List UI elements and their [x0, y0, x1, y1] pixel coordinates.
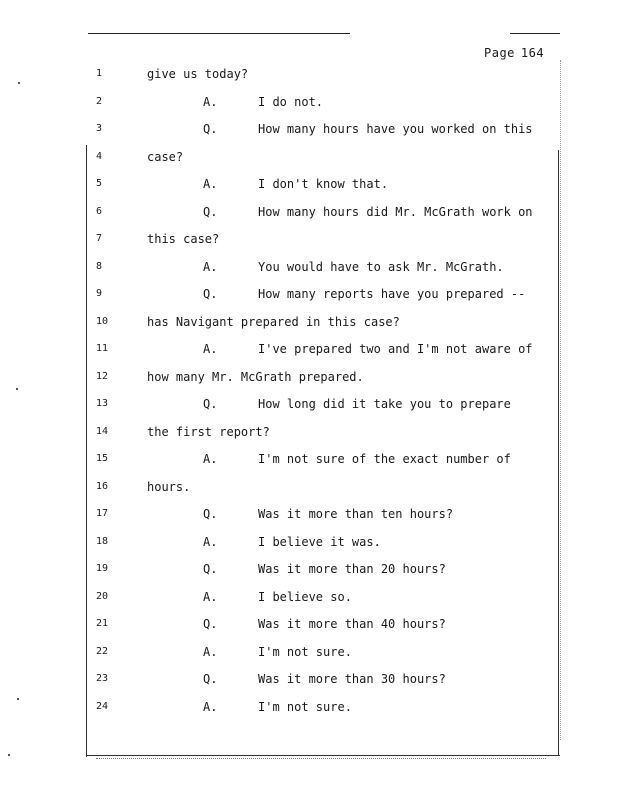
speaker-label: Q. — [203, 397, 218, 411]
transcript-line — [0, 147, 618, 167]
transcript-line — [0, 477, 618, 497]
line-number: 15 — [96, 453, 109, 464]
line-text: I do not. — [258, 94, 324, 109]
speaker-label: A. — [203, 259, 218, 274]
transcript-line — [0, 202, 618, 222]
line-number: 10 — [96, 315, 109, 327]
speaker-label: A. — [203, 589, 218, 604]
transcript-line — [0, 257, 618, 277]
line-text: has Navigant prepared in this case? — [147, 314, 400, 329]
scan-speck — [8, 754, 10, 756]
line-text: I'm not sure. — [258, 644, 352, 659]
transcript-line — [0, 697, 618, 717]
line-text: I've prepared two and I'm not aware of — [258, 342, 533, 356]
line-number: 13 — [96, 398, 109, 409]
transcript-line — [0, 669, 618, 689]
line-text: Was it more than 20 hours? — [258, 562, 446, 576]
speaker-label: Q. — [203, 507, 218, 521]
line-text: this case? — [147, 232, 220, 246]
line-number: 12 — [96, 370, 109, 382]
speaker-label: A. — [203, 94, 218, 109]
line-number: 4 — [96, 150, 103, 162]
line-text: How long did it take you to prepare — [258, 397, 511, 411]
line-number: 8 — [96, 260, 103, 272]
line-text: I don't know that. — [258, 177, 389, 191]
speaker-label: A. — [203, 177, 218, 191]
line-number: 21 — [96, 618, 109, 629]
line-number: 2 — [96, 95, 103, 107]
transcript-line — [0, 642, 618, 662]
transcript-line — [0, 587, 618, 607]
line-text: How many hours have you worked on this — [258, 122, 533, 136]
speaker-label: Q. — [203, 204, 218, 219]
line-text: how many Mr. McGrath prepared. — [147, 369, 364, 384]
transcript-line — [0, 92, 618, 112]
transcript-line — [0, 284, 618, 304]
speaker-label: Q. — [203, 672, 218, 686]
line-text: How many hours did Mr. McGrath work on — [258, 204, 533, 219]
transcript-line — [0, 119, 618, 139]
line-number: 11 — [96, 343, 109, 354]
line-text: I believe it was. — [258, 534, 381, 549]
line-number: 9 — [96, 288, 103, 299]
line-number: 7 — [96, 233, 103, 244]
transcript-line — [0, 532, 618, 552]
top-rule — [88, 33, 350, 34]
scan-speck — [16, 388, 18, 390]
transcript-line — [0, 312, 618, 332]
line-text: Was it more than ten hours? — [258, 507, 454, 521]
transcript-line — [0, 64, 618, 84]
line-text: I'm not sure of the exact number of — [258, 452, 511, 466]
page-label: Page — [484, 46, 515, 60]
line-number: 20 — [96, 590, 109, 602]
transcript-line — [0, 394, 618, 414]
line-number: 14 — [96, 425, 109, 437]
line-text: I believe so. — [258, 589, 352, 604]
transcript-line — [0, 614, 618, 634]
line-text: case? — [147, 149, 184, 164]
speaker-label: Q. — [203, 617, 218, 631]
line-text: the first report? — [147, 424, 270, 439]
line-number: 22 — [96, 645, 109, 657]
line-text: hours. — [147, 479, 191, 494]
page-number: 164 — [520, 46, 545, 60]
transcript-line — [0, 339, 618, 359]
line-text: You would have to ask Mr. McGrath. — [258, 259, 504, 274]
transcript-line — [0, 559, 618, 579]
line-text: I'm not sure. — [258, 699, 352, 714]
speaker-label: A. — [203, 342, 218, 356]
line-number: 16 — [96, 480, 109, 492]
line-text: Was it more than 40 hours? — [258, 617, 446, 631]
line-number: 17 — [96, 508, 109, 519]
line-number: 19 — [96, 563, 109, 574]
speaker-label: A. — [203, 699, 218, 714]
top-rule-right — [510, 33, 560, 34]
speaker-label: A. — [203, 534, 218, 549]
page-header — [484, 46, 544, 60]
transcript-line — [0, 229, 618, 249]
line-number: 5 — [96, 178, 103, 189]
line-text: Was it more than 30 hours? — [258, 672, 446, 686]
line-number: 6 — [96, 205, 103, 217]
line-number: 24 — [96, 700, 109, 712]
line-number: 23 — [96, 673, 109, 684]
line-number: 18 — [96, 535, 109, 547]
line-text: How many reports have you prepared -- — [258, 287, 526, 301]
transcript-line — [0, 367, 618, 387]
line-number: 3 — [96, 123, 103, 134]
speaker-label: A. — [203, 452, 218, 466]
transcript-line — [0, 422, 618, 442]
bottom-dotted-line — [96, 758, 546, 759]
line-number: 1 — [96, 68, 103, 79]
transcript-line — [0, 174, 618, 194]
transcript-line — [0, 449, 618, 469]
speaker-label: Q. — [203, 562, 218, 576]
line-text: give us today? — [147, 67, 249, 81]
speaker-label: Q. — [203, 287, 218, 301]
speaker-label: A. — [203, 644, 218, 659]
bottom-rule — [86, 755, 560, 756]
transcript-line — [0, 504, 618, 524]
speaker-label: Q. — [203, 122, 218, 136]
